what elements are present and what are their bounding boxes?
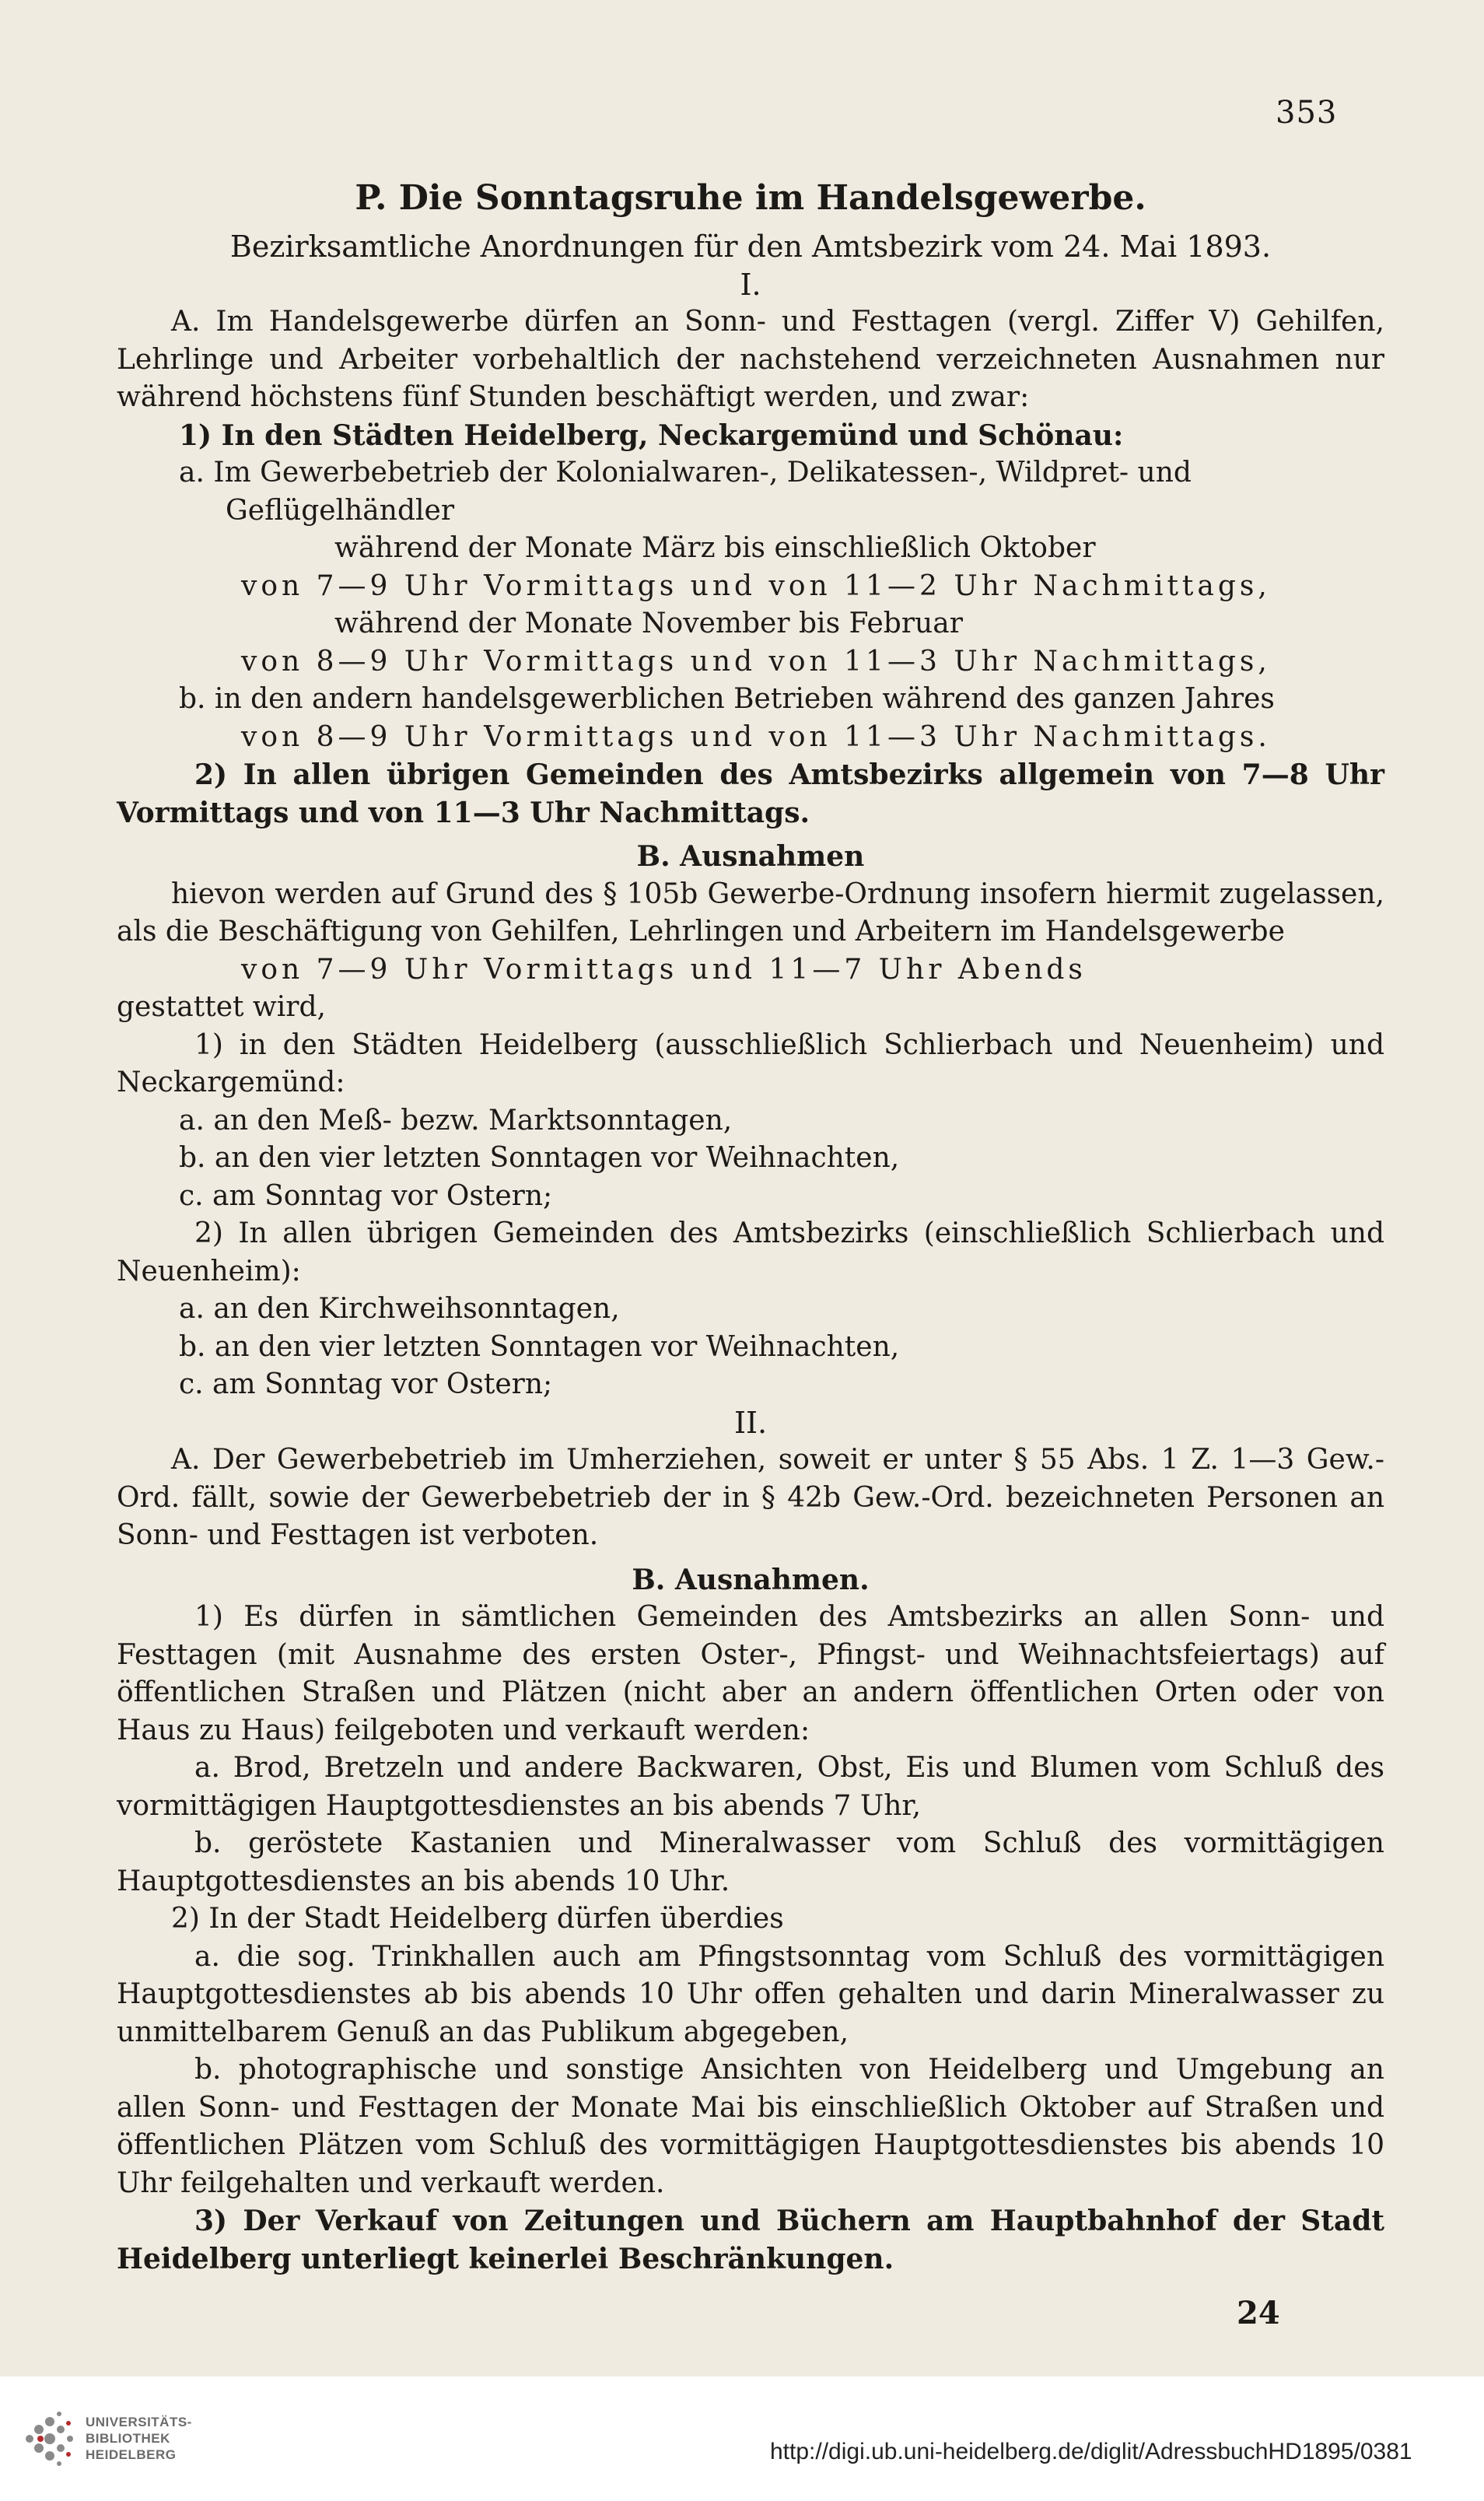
document-title: P. Die Sonntagsruhe im Handelsgewerbe. xyxy=(355,178,1146,218)
paragraph-I-A: A. Im Handelsgewerbe dürfen an Sonn- und Festtagen (vergl. Ziffer V) Gehilfen, Lehrlinge und Arbeiter vorbehaltlich der nachstehend verzeichneten Ausnahmen nur während höchstens fünf Stunden beschäftigt werden, und zwar: xyxy=(117,306,1384,413)
item-I-b: b. in den andern handelsgewerblichen Betrieben während des ganzen Jahres xyxy=(179,683,1275,715)
item-II-B-1b: b. geröstete Kastanien und Mineralwasser vom Schluß des vormittägigen Hauptgottesdienstes an bis abends 10 Uhr. xyxy=(117,1827,1384,1897)
page-number: 353 xyxy=(1276,95,1338,131)
item-I-B-2b: b. an den vier letzten Sonntagen vor Weihnachten, xyxy=(179,1330,900,1363)
item-I-a-line-3: während der Monate November bis Februar xyxy=(334,608,963,639)
paragraph-I-B-time: von 7—9 Uhr Vormittags und 11—7 Uhr Abends xyxy=(241,953,1087,986)
university-library-logo-icon xyxy=(20,2408,82,2470)
item-I-B-1a: a. an den Meß- bezw. Marktsonntagen, xyxy=(179,1104,733,1137)
clause-I-2: 2) In allen übrigen Gemeinden des Amtsbezirks allgemein von 7—8 Uhr Vormittags und von 11—3 Uhr Nachmittags. xyxy=(117,758,1384,829)
item-I-B-2c: c. am Sonntag vor Ostern; xyxy=(179,1368,553,1400)
library-name-line-2: BIBLIOTHEK xyxy=(86,2431,170,2446)
item-I-a-line-2: von 7—9 Uhr Vormittags und von 11—2 Uhr Nachmittags, xyxy=(241,569,1271,602)
signature-number: 24 xyxy=(1237,2295,1280,2331)
paragraph-II-A: A. Der Gewerbebetrieb im Umherziehen, soweit er unter § 55 Abs. 1 Z. 1—3 Gew.-Ord. fällt, sowie der Gewerbebetrieb der in § 42b Gew.-Ord. bezeichneten Personen an Sonn- und Festtagen ist verboten. xyxy=(117,1444,1384,1551)
heading-II-B: B. Ausnahmen. xyxy=(632,1563,870,1596)
source-url-link[interactable]: http://digi.ub.uni-heidelberg.de/diglit/AdressbuchHD1895/0381 xyxy=(770,2439,1412,2464)
paragraph-I-B-end: gestattet wird, xyxy=(117,991,326,1023)
library-name xyxy=(86,2414,192,2463)
item-I-B-1c: c. am Sonntag vor Ostern; xyxy=(179,1179,553,1212)
clause-II-B-3: 3) Der Verkauf von Zeitungen und Büchern am Hauptbahnhof der Stadt Heidelberg unterliegt keinerlei Beschränkungen. xyxy=(117,2205,1384,2275)
item-I-b-line-1: von 8—9 Uhr Vormittags und von 11—3 Uhr Nachmittags. xyxy=(241,720,1271,753)
section-heading-II: II. xyxy=(733,1405,768,1440)
clause-II-B-2: 2) In der Stadt Heidelberg dürfen überdies xyxy=(171,1903,784,1935)
item-II-B-2b: b. photographische und sonstige Ansichten von Heidelberg und Umgebung an allen Sonn- und Festtagen der Monate Mai bis einschließlich Oktober auf Straßen und öffentlichen Plätzen vom Schluß des vormittägigen Hauptgottesdienstes bis abends 10 Uhr feilgehalten und verkauft werden. xyxy=(117,2054,1384,2199)
digitization-footer xyxy=(0,2377,1484,2501)
document-body xyxy=(117,175,1384,2278)
item-II-B-1a: a. Brod, Bretzeln und andere Backwaren, Obst, Eis und Blumen vom Schluß des vormittägigen Hauptgottesdienstes an bis abends 7 Uhr, xyxy=(117,1752,1384,1822)
library-name-line-1: UNIVERSITÄTS- xyxy=(86,2415,192,2429)
heading-I-B: B. Ausnahmen xyxy=(636,840,865,873)
item-I-B-1b: b. an den vier letzten Sonntagen vor Weihnachten, xyxy=(179,1142,900,1174)
item-I-a-line-4: von 8—9 Uhr Vormittags und von 11—3 Uhr Nachmittags, xyxy=(241,645,1271,678)
document-subtitle: Bezirksamtliche Anordnungen für den Amtsbezirk vom 24. Mai 1893. xyxy=(229,229,1272,264)
section-heading-I: I. xyxy=(740,267,761,302)
item-I-B-2a: a. an den Kirchweihsonntagen, xyxy=(179,1293,620,1325)
item-I-a-line-1: während der Monate März bis einschließlich Oktober xyxy=(334,532,1096,564)
item-II-B-2a: a. die sog. Trinkhallen auch am Pfingstsonntag vom Schluß des vormittägigen Hauptgottesdienstes ab bis abends 10 Uhr offen gehalten und darin Mineralwasser zu unmittelbarem Genuß an das Publikum abgegeben, xyxy=(117,1940,1384,2048)
paragraph-I-B: hievon werden auf Grund des § 105b Gewerbe-Ordnung insofern hiermit zugelassen, als die Beschäftigung von Gehilfen, Lehrlingen und Arbeitern im Handelsgewerbe xyxy=(117,877,1384,948)
library-name-line-3: HEIDELBERG xyxy=(86,2447,177,2462)
clause-I-B-1: 1) in den Städten Heidelberg (ausschließlich Schlierbach und Neuenheim) und Neckargemünd: xyxy=(117,1028,1384,1098)
item-I-a: a. Im Gewerbebetrieb der Kolonialwaren-, Delikatessen-, Wildpret- und Geflügelhändler xyxy=(179,457,1192,527)
clause-I-B-2: 2) In allen übrigen Gemeinden des Amtsbezirks (einschließlich Schlierbach und Neuenheim): xyxy=(117,1217,1384,1287)
clause-II-B-1: 1) Es dürfen in sämtlichen Gemeinden des Amtsbezirks an allen Sonn- und Festtagen (mit Ausnahme des ersten Oster-, Pfingst- und Weihnachtsfeiertags) auf öffentlichen Straßen und Plätzen (nicht aber an andern öffentlichen Orten oder von Haus zu Haus) feilgeboten und verkauft werden: xyxy=(117,1601,1384,1746)
clause-I-1: 1) In den Städten Heidelberg, Neckargemünd und Schönau: xyxy=(179,419,1124,452)
